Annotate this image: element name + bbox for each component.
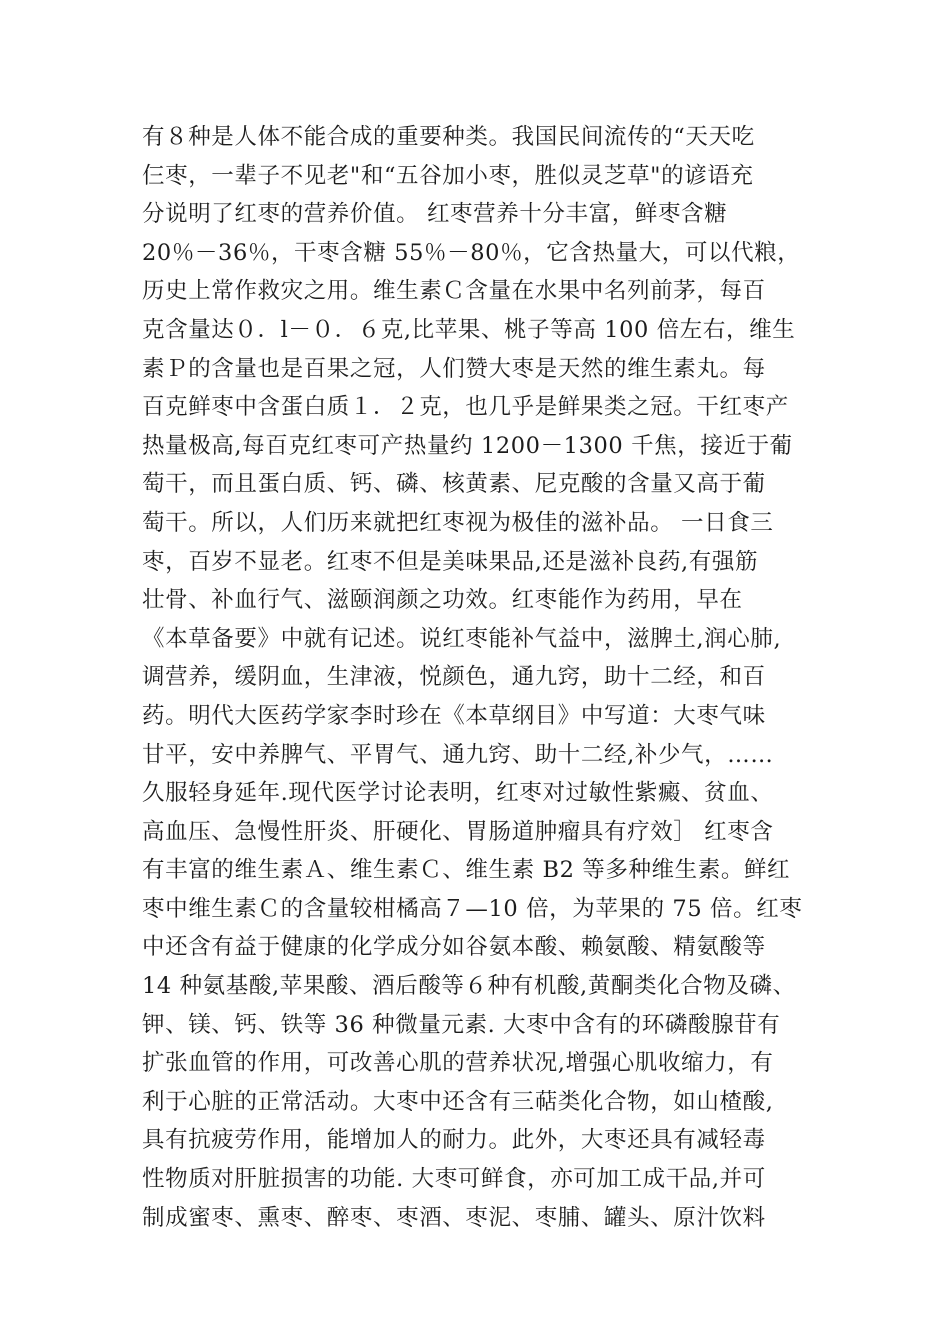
text-line: 壮骨、补血行气、滋颐润颜之功效。红枣能作为药用，早在 (142, 587, 743, 614)
text-line: 萄干。所以，人们历来就把红枣视为极佳的滋补品。 一日食三 (142, 509, 774, 536)
text-line: 甘平，安中养脾气、平胃气、通九窍、助十二经,补少气，…… (142, 741, 774, 768)
text-line: 药。明代大医药学家李时珍在《本草纲目》中写道：大枣气味 (142, 702, 766, 729)
text-line: 有丰富的维生素Ａ、维生素Ｃ、维生素 B2 等多种维生素。鲜红 (142, 857, 791, 884)
text-line: 中还含有益于健康的化学成分如谷氨本酸、赖氨酸、精氨酸等 (142, 934, 766, 961)
text-line: 仨枣，一辈子不见老"和“五谷加小枣，胜似灵芝草"的谚语充 (142, 162, 754, 189)
text-line: 制成蜜枣、熏枣、醉枣、枣酒、枣泥、枣脯、罐头、原汁饮料 (142, 1204, 766, 1231)
text-line: 百克鲜枣中含蛋白质１．２克，也几乎是鲜果类之冠。干红枣产 (142, 394, 789, 421)
text-line: 萄干，而且蛋白质、钙、磷、核黄素、尼克酸的含量又高于葡 (142, 471, 766, 498)
text-line: 高血压、急慢性肝炎、肝硬化、胃肠道肿瘤具有疗效］ 红枣含 (142, 818, 774, 845)
text-line: 性物质对肝脏损害的功能. 大枣可鲜食，亦可加工成干品,并可 (142, 1166, 766, 1193)
text-line: 素Ｐ的含量也是百果之冠，人们赞大枣是天然的维生素丸。每 (142, 355, 766, 382)
text-line: 调营养，缓阴血，生津液，悦颜色，通九窍，助十二经，和百 (142, 664, 766, 691)
text-line: 克含量达０．l－０．６克,比苹果、桃子等高 100 倍左右，维生 (142, 316, 796, 343)
text-line: 具有抗疲劳作用，能增加人的耐力。此外，大枣还具有减轻毒 (142, 1127, 766, 1154)
text-line: 利于心脏的正常活动。大枣中还含有三萜类化合物，如山楂酸, (142, 1088, 774, 1115)
text-line: 分说明了红枣的营养价值。 红枣营养十分丰富，鲜枣含糖 (142, 201, 728, 228)
text-line: 枣中维生素Ｃ的含量较柑橘高７—10 倍，为苹果的 75 倍。红枣 (142, 895, 803, 922)
body-text (142, 118, 812, 1237)
text-line: 久服轻身延年.现代医学讨论表明，红枣对过敏性紫癜、贫血、 (142, 780, 774, 807)
text-line: 20％－36％，干枣含糖 55％－80％，它含热量大，可以代粮， (142, 239, 801, 266)
text-line: 热量极高,每百克红枣可产热量约 1200－1300 千焦，接近于葡 (142, 432, 793, 459)
text-line: 枣，百岁不显老。红枣不但是美味果品,还是滋补良药,有强筋 (142, 548, 759, 575)
text-line: 历史上常作救灾之用。维生素Ｃ含量在水果中名列前茅，每百 (142, 278, 766, 305)
text-line: 14 种氨基酸,苹果酸、酒后酸等６种有机酸,黄酮类化合物及磷、 (142, 973, 796, 1000)
text-line: 钾、镁、钙、铁等 36 种微量元素. 大枣中含有的环磷酸腺苷有 (142, 1011, 781, 1038)
text-line: 《本草备要》中就有记述。说红枣能补气益中，滋脾土,润心肺, (142, 625, 782, 652)
text-line: 有８种是人体不能合成的重要种类。我国民间流传的“天天吃 (142, 124, 755, 150)
text-line: 扩张血管的作用，可改善心肌的营养状况,增强心肌收缩力，有 (142, 1050, 774, 1077)
